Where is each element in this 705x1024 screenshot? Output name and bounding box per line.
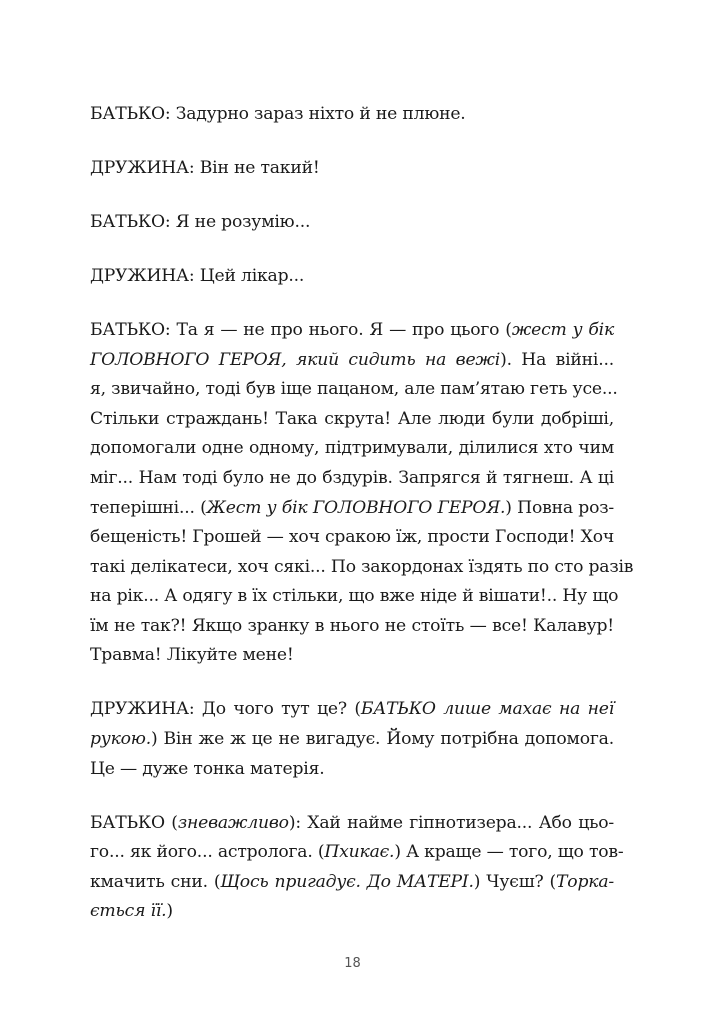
text-line — [90, 434, 614, 464]
dialogue-paragraph — [90, 208, 614, 238]
text-line — [90, 695, 614, 725]
paragraph-gap — [90, 784, 614, 808]
text-line — [90, 641, 614, 671]
text-line — [90, 100, 614, 130]
dialogue-text: БАТЬКО ( — [90, 812, 178, 833]
text-line — [90, 838, 624, 868]
dialogue-text: БАТЬКО: Я не розумію... — [90, 211, 311, 232]
text-line — [90, 868, 614, 898]
dialogue-text: ДРУЖИНА: Він не такий! — [90, 157, 320, 178]
dialogue-text: міг... Нам тоді було не до бздурів. Запрягся й тягнеш. А ці — [90, 467, 614, 488]
dialogue-text: допомогали одне одному, підтримували, ділилися хто чим — [90, 438, 614, 459]
stage-direction: Щось пригадує. До МАТЕРІ. — [220, 871, 474, 892]
text-line — [90, 262, 614, 292]
dialogue-text: їм не так?! Якщо зранку в нього не стоїть — все! Калавур! — [90, 615, 614, 636]
dialogue-text: ) А краще — того, що тов- — [394, 842, 624, 863]
text-line — [90, 494, 614, 524]
dialogue-text: БАТЬКО: Та я — не про нього. Я — про цього ( — [90, 319, 512, 340]
stage-direction: рукою. — [90, 729, 151, 750]
text-line — [90, 154, 614, 184]
dialogue-paragraph — [90, 316, 634, 671]
text-line — [90, 346, 614, 376]
text-line — [90, 405, 614, 435]
text-line — [90, 464, 614, 494]
dialogue-paragraph — [90, 809, 624, 927]
text-line — [90, 523, 614, 553]
dialogue-text: Травма! Лікуйте мене! — [90, 645, 294, 666]
dialogue-text: Це — дуже тонка матерія. — [90, 758, 325, 779]
text-line — [90, 612, 614, 642]
paragraph-gap — [90, 184, 614, 208]
dialogue-text: ): Хай найме гіпнотизера... Або цьо- — [288, 812, 614, 833]
dialogue-text: такі делікатеси, хоч сякі... По закордонах їздять по сто разів — [90, 556, 634, 577]
text-line — [90, 755, 614, 785]
dialogue-text: ДРУЖИНА: Цей лікар... — [90, 265, 305, 286]
text-line — [90, 897, 614, 927]
stage-direction: ГОЛОВНОГО ГЕРОЯ, який сидить на вежі — [90, 349, 501, 370]
dialogue-text: ). На війні... — [500, 349, 614, 370]
dialogue-paragraph — [90, 695, 614, 784]
paragraph-gap — [90, 671, 614, 695]
stage-direction: зневажливо — [177, 812, 289, 833]
text-line — [90, 725, 614, 755]
stage-direction: Пхикає. — [324, 842, 395, 863]
text-line — [90, 375, 618, 405]
stage-direction: Торка- — [556, 871, 614, 892]
dialogue-text: Стільки страждань! Така скрута! Але люди були добріші, — [90, 408, 614, 429]
stage-direction: Жест у бік ГОЛОВНОГО ГЕРОЯ. — [206, 497, 506, 518]
dialogue-text: на рік... А одягу в їх стільки, що вже ніде й вішати!.. Ну що — [90, 586, 619, 607]
paragraph-gap — [90, 292, 614, 316]
stage-direction: ється її. — [90, 901, 167, 922]
dialogue-paragraph — [90, 262, 614, 292]
dialogue-text: БАТЬКО: Задурно зараз ніхто й не плюне. — [90, 104, 466, 124]
text-line — [90, 809, 614, 839]
dialogue-text: ) Він же ж це не вигадує. Йому потрібна допомога. — [150, 729, 614, 750]
dialogue-paragraph — [90, 100, 614, 130]
dialogue-paragraph — [90, 154, 614, 184]
dialogue-text: ) — [166, 901, 173, 922]
paragraph-gap — [90, 238, 614, 262]
dialogue-text: кмачить сни. ( — [90, 871, 221, 892]
dialogue-text: ) Повна роз- — [505, 497, 615, 518]
page-number: 18 — [344, 956, 361, 971]
text-line — [90, 208, 614, 238]
dialogue-text: теперішні... ( — [90, 497, 207, 518]
dialogue-text: бещеність! Грошей — хоч сракою їж, прости Господи! Хоч — [90, 527, 615, 548]
paragraph-gap — [90, 130, 614, 154]
text-line — [90, 582, 619, 612]
dialogue-text: ДРУЖИНА: До чого тут це? ( — [90, 699, 361, 720]
stage-direction: БАТЬКО лише махає на неї — [360, 699, 614, 720]
dialogue-text: го... як його... астролога. ( — [90, 842, 325, 863]
dialogue-text: ) Чуєш? ( — [473, 871, 557, 892]
text-line — [90, 316, 614, 346]
page-body — [90, 100, 634, 927]
stage-direction: жест у бік — [511, 319, 615, 340]
text-line — [90, 553, 634, 583]
dialogue-text: я, звичайно, тоді був іще пацаном, але пам’ятаю геть усе... — [90, 379, 618, 400]
